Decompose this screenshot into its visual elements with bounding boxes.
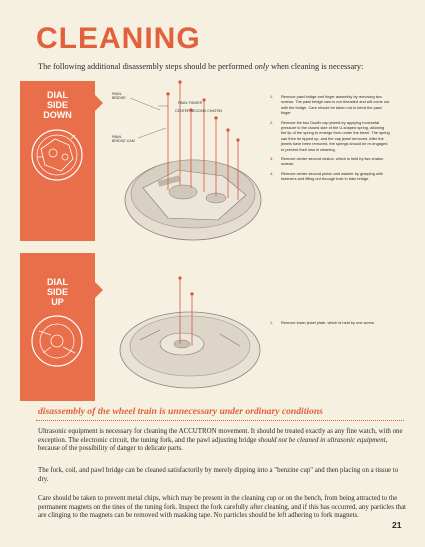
tab-label-line: SIDE	[46, 100, 68, 110]
movement-illustration-dial-up	[110, 260, 270, 400]
dial-side-down-tab	[20, 81, 95, 241]
step-text: Remove center second pinion and washer by grasping with tweezers and lifting out through hole in train bridge.	[281, 170, 383, 182]
section-heading: disassembly of the wheel train is unnecessary under ordinary conditions	[38, 406, 323, 417]
step-item	[270, 156, 390, 167]
paragraph-benzine: The fork, coil, and pawl bridge can be cleaned satisfactorily by merely dipping into a "benzine cup" and then placing on a tissue to dry.	[38, 467, 399, 483]
tab-label-line: DIAL	[47, 90, 68, 100]
dial-side-up-tab	[20, 253, 95, 401]
step-item	[270, 320, 390, 325]
callout-line: BRIDGE CAM	[112, 139, 135, 144]
intro-pre: The following additional disassembly steps should be performed	[38, 62, 255, 71]
step-text: Remove center second chaton, which is held by two chaton screws.	[281, 156, 384, 167]
step-text: Remove pawl bridge and finger assembly by removing two screws. The pawl bridge cam is not threaded and will come out with the bridge. Care should be taken not to bend the pawl finger.	[281, 94, 390, 116]
callout-pawl-finger: PAWL FINGER	[178, 101, 203, 105]
intro-post: when cleaning is necessary:	[268, 62, 364, 71]
step-text: Remove lower jewel plate, which is held by one screw.	[281, 320, 375, 325]
movement-thumbnail-dial-down	[29, 127, 85, 183]
intro-text	[38, 62, 398, 71]
page-title: CLEANING	[36, 22, 201, 55]
para-post: because of the possibility of danger to delicate parts.	[38, 445, 183, 453]
callout-pawl-bridge-cam	[112, 135, 135, 143]
tab-label-line: UP	[51, 297, 64, 307]
callout-pawl-bridge	[112, 92, 126, 100]
tab-arrow	[95, 282, 103, 298]
para-pre: Ultrasonic equipment is necessary for cleaning the ACCUTRON movement. It should be treated exactly as any fine watch, with one exception. The electronic circuit, the tuning fork, and the pawl adjusting bridge	[38, 428, 403, 444]
step-number: 1.	[270, 320, 274, 325]
step-item	[270, 120, 390, 152]
step-number: 3.	[270, 156, 274, 162]
callout-center-second-chaton: CENTER SECOND CHATON	[175, 109, 222, 113]
callout-line: PAWL	[112, 92, 122, 96]
paragraph-ultrasonic	[38, 428, 406, 454]
page-number: 21	[392, 520, 402, 530]
tab-label-dial-side-up	[20, 277, 95, 307]
step-number: 4.	[270, 170, 274, 176]
movement-thumbnail-dial-up	[29, 313, 85, 369]
step-text: Remove the two Duofix cap jewels by applying horizontal pressure to the closed side of the U-shaped spring, allowing the lip of the spring to emerge from under the bezel. The spring can then be tipped up, and the cap jewel removed. After the jewels have been removed, the springs should be re-engaged to prevent their loss in cleaning.	[281, 119, 390, 152]
callout-line: PAWL	[112, 135, 122, 139]
movement-illustration-dial-down	[108, 80, 268, 250]
callout-line: BRIDGE	[112, 96, 126, 101]
step-number: 1.	[270, 94, 274, 99]
para-emphasis: should not be cleaned in ultrasonic equipment,	[258, 436, 388, 444]
tab-label-line: DIAL	[47, 277, 68, 287]
section2-steps	[270, 320, 390, 329]
dotted-divider	[36, 420, 404, 421]
tab-label-line: SIDE	[46, 287, 68, 297]
tab-label-line: DOWN	[43, 110, 72, 120]
tab-arrow	[95, 95, 103, 111]
step-item	[270, 94, 390, 116]
intro-emphasis: only	[254, 62, 269, 71]
section1-steps	[270, 94, 390, 186]
step-item	[270, 171, 390, 182]
margin-decoration	[5, 255, 14, 475]
tab-label-dial-side-down	[20, 90, 95, 120]
paragraph-metal-chips: Care should be taken to prevent metal chips, which may be present in the cleaning cup or on the bench, from being attracted to the permanent magnets on the tines of the tuning fork. Inspect the fork carefully after cleaning, and if this has occurred, any particles that are clinging to the magnets can be removed with masking tape. No particles should be left adhering to fork magnets.	[38, 495, 406, 520]
step-number: 2.	[270, 119, 274, 125]
